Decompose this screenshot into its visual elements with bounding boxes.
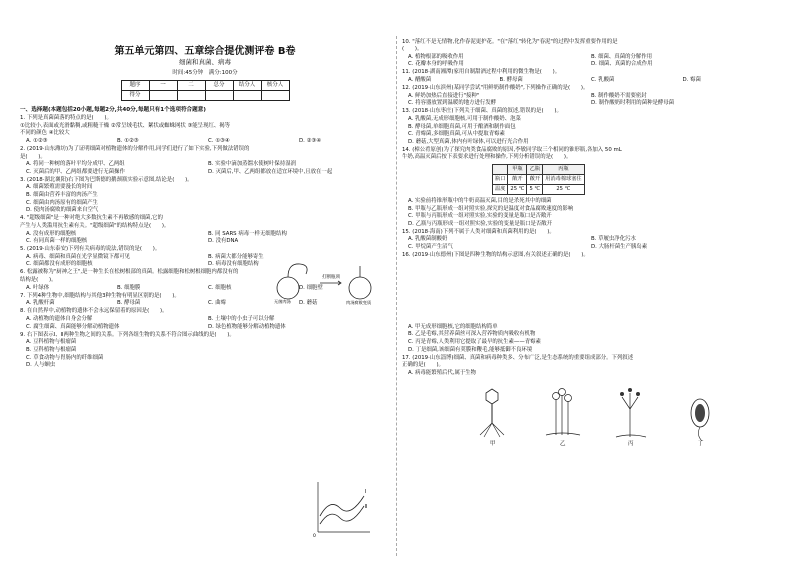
option: D. 乙瓶与丙瓶形成一组对照实验,实验的变量是瓶口是否敞开 <box>408 220 553 227</box>
option: C. 曲霉 <box>208 300 226 307</box>
table-cell: 25 ℃ <box>543 185 584 195</box>
option: A. 细菌繁殖需要漫长的时间 <box>26 184 93 191</box>
question-stem: 4. "超级细菌"是一种对绝大多数抗生素不再敏感的细菌,它的 <box>20 215 163 222</box>
score-cell <box>261 91 289 101</box>
option: A. 叶绿体 <box>26 284 50 291</box>
question <box>20 177 390 215</box>
table-header-cell: 丙瓶 <box>543 165 584 175</box>
option: B. ①②③ <box>117 137 139 144</box>
question <box>20 308 390 331</box>
table-header-cell <box>493 165 508 175</box>
option: D. 蘑菇,大型真菌,体内有叶绿体,可以进行光合作用 <box>408 138 529 145</box>
option: C. ①③④ <box>208 137 230 144</box>
question-text: 结构是( )。 <box>20 277 57 284</box>
question <box>402 355 774 378</box>
pasteur-flask-figure <box>268 258 390 306</box>
option: D. 大肠杆菌生产胰岛素 <box>591 244 648 251</box>
options-row <box>402 100 774 108</box>
question <box>20 215 390 245</box>
options-row <box>20 169 390 177</box>
score-cell: 得分 <box>121 91 149 101</box>
score-cell: 总分 <box>205 81 233 91</box>
question-stem: 3. (2018·湖北襄阳)右下图为巴斯德的鹅颈瓶实验示意图,结论是( )。 <box>20 176 193 183</box>
option: B. 酵母菌 <box>117 300 141 307</box>
question <box>402 39 774 69</box>
question <box>402 229 774 252</box>
option: B. 酵母菌,单细胞真菌,可用于酿酒和制作面包 <box>408 123 516 130</box>
option: B. 酵母菌 <box>499 76 523 83</box>
option: A. 乳酸菌制酸奶 <box>408 236 448 243</box>
option: D. 蘑菇 <box>299 300 318 307</box>
table-cell: 敞开 <box>527 175 543 185</box>
option: A. 动植物的遗体自身会分解 <box>26 316 93 323</box>
question-text: 不同的颜色 ④比较大 <box>20 130 70 137</box>
question-stem: 17. (2019·山东淄博)细菌、真菌和病毒种类多、分布广泛,是生态系统的重要组成部分。下列叙述 <box>402 354 634 361</box>
options-row <box>402 244 774 252</box>
curve-origin: 0 <box>313 534 316 538</box>
question <box>20 115 390 145</box>
option: D. 制作酸奶时利用的菌种是酵母菌 <box>591 100 675 107</box>
option: A. 甲无成形细胞核,它的细胞结构简单 <box>408 323 498 330</box>
options-row <box>20 138 390 146</box>
option: C. 花瓣本身的呼吸作用 <box>408 61 464 68</box>
question-stem: 5. (2019·山东泰安)下列有关病毒的说法,错误的是( )。 <box>20 246 161 253</box>
score-cell <box>177 91 205 101</box>
option: B. 草履虫净化污水 <box>591 236 636 243</box>
option: B. 土壤中的小虫子可以分解 <box>208 316 275 323</box>
page-subtitle: 细菌和真菌、病毒 <box>179 58 231 66</box>
question <box>20 332 390 370</box>
org-label-1: 甲 <box>490 441 496 447</box>
option: A. 乳酸菌,无成形细胞核,可用于制作酸奶、泡菜 <box>408 115 521 122</box>
option: B. 豆科植物与根瘤菌 <box>26 346 77 353</box>
left-column <box>20 0 390 370</box>
flask-caption-1: 无菌肉汤 <box>274 299 291 304</box>
option: C. 将容器放置到温暖的地方进行发酵 <box>408 100 497 107</box>
question <box>402 108 774 146</box>
option: B. 乙是毛霉,其营养菌丝可深入营养物质内吸收有机物 <box>408 331 536 338</box>
curve-label-1: Ⅰ <box>365 489 367 495</box>
options-row <box>20 231 390 239</box>
option: D. 没有DNA <box>208 238 239 245</box>
option: A. 乳酸杆菌 <box>26 300 55 307</box>
option: A. 病毒能繁殖后代,属于生物 <box>408 369 477 376</box>
question-stem: 10. "落红不是无情物,化作春泥更护花。"在"落红"转化为"春泥"的过程中发挥重要作用的是 <box>402 38 618 45</box>
option: C. 灭菌后的甲、乙两组都要进行无菌操作 <box>26 168 125 175</box>
question-text: 牛奶,高温灭菌后按下表要求进行处理和操作,下列分析错误的是( )。 <box>402 154 572 161</box>
question-text: 正确的是( )。 <box>402 362 444 369</box>
option: C. 丙是青霉,人类利用它提取了最早的抗生素——青霉素 <box>408 338 541 345</box>
option: B. 细菌、真菌的分解作用 <box>591 53 653 60</box>
options-row <box>20 238 390 246</box>
column-divider <box>396 36 397 556</box>
table-header-cell: 甲瓶 <box>508 165 527 175</box>
table-cell: 用消毒棉球塞住 <box>543 175 584 185</box>
flask-caption-3: 肉汤腐败变质 <box>346 300 372 305</box>
score-cell: 题序 <box>121 81 149 91</box>
options-row <box>402 77 774 85</box>
option: D. 绿色植物能够分解动植物遗体 <box>208 323 286 330</box>
question-stem: 8. 在自然界中,动植物的遗体不会永远保留着的原因是( )。 <box>20 308 168 315</box>
right-column <box>402 38 774 377</box>
option: A. 病毒、细菌和真菌在光学显微镜下都可见 <box>26 253 131 260</box>
option: B. 细胞膜 <box>117 284 141 291</box>
option: B. 甲瓶与乙瓶形成一组对照实验,探究的是温度对食品腐败速度的影响 <box>408 205 574 212</box>
option: D. 丁是细菌,该细菌有荚膜和鞭毛,能够抵御不良环境 <box>408 346 533 353</box>
question <box>402 85 774 108</box>
question <box>402 252 774 354</box>
section-heading: 一、选择题(本题包括20小题,每题2分,共40分,每题只有1个选项符合题意) <box>20 107 206 113</box>
question-stem: 2. (2019·山东潍坊)为了证明细菌对植物遗体的分解作用,同学们进行了如下实验,下列做法错误的 <box>20 145 250 152</box>
flask-arrow-label: 打断瓶颈 <box>322 275 340 280</box>
option: A. 植物根部的吸收作用 <box>408 53 464 60</box>
question-stem: 6. 松露被称为"厨神之王",是一种生长在松树根部的真菌。松露细胞和松树根细胞内都没有的 <box>20 269 239 276</box>
option: A. 醋酸菌 <box>408 76 432 83</box>
score-table <box>121 80 290 101</box>
table-cell: 瓶口 <box>493 175 508 185</box>
curve-figure <box>312 478 372 538</box>
question-text: 产生与人类滥用抗生素有关。"超级细菌"的结构特点是( )。 <box>20 222 170 229</box>
option: C. 青霉菌,多细胞真菌,可从中提取青霉素 <box>408 131 505 138</box>
left-questions <box>20 115 390 370</box>
option: A. 鲜奶加热后直接进行"接种" <box>408 92 480 99</box>
question-stem: 12. (2019·山东滨州)某同学尝试"用鲜奶制作酸奶",下列操作正确的是( )。 <box>402 85 589 92</box>
question-stem: 7. 下列4种生物中,细胞结构与其他3种生物有明显区别的是( )。 <box>20 292 180 299</box>
option: D. 细菌、真菌的合成作用 <box>591 61 653 68</box>
option: A. 实验前将锥形瓶中的牛奶高温灭菌,目的是杀死其中的细菌 <box>408 198 552 204</box>
org-label-3: 丙 <box>628 441 634 447</box>
option: B. 实验中滴加蒸馏水使树叶保持湿润 <box>208 161 296 168</box>
option: C. 细胞核 <box>208 284 232 291</box>
option: C. 细菌都没有成形的细胞核 <box>26 261 93 268</box>
right-questions <box>402 39 774 378</box>
option: C. 乳酸菌 <box>591 76 615 83</box>
option: C. 草食动物与胃肠内的纤维细菌 <box>26 354 104 361</box>
options-row <box>20 161 390 169</box>
question <box>402 69 774 84</box>
question-text: 是( )。 <box>20 153 46 160</box>
option: B. 细菌由营养丰富的肉汤产生 <box>26 192 98 199</box>
question-stem: 16. (2019·山东德州)下图是四种生物的结构示意图,有关叙述正确的是( )。 <box>402 252 589 259</box>
table-cell: 敞开 <box>508 175 527 185</box>
option: A. 没有成形的细胞核 <box>26 230 77 237</box>
question-stem: 11. (2018·湖南湘潭)家用自制甜酒过程中利用的微生物是( )。 <box>402 69 561 76</box>
score-cell <box>205 91 233 101</box>
option: D. 病毒没有细胞结构 <box>208 261 259 268</box>
table-header-cell: 乙瓶 <box>527 165 543 175</box>
table-cell: 25 ℃ <box>508 185 527 195</box>
organisms-figure <box>470 385 730 447</box>
question-stem: 14. (樟公肴原创)为了探究肉类食品腐败的原因,李敏同学取三个相同的锥形瓶,各加入 50 mL <box>402 146 622 153</box>
question-stem: 1. 下列是真菌菌落的特点的是( )。 <box>20 115 112 122</box>
option: D. 细胞壁 <box>299 284 323 291</box>
option: C. 甲烷菌产生沼气 <box>408 244 453 251</box>
score-cell <box>233 91 261 101</box>
option: D. 灭菌后,甲、乙两组都放在适宜环境中,且放在一起 <box>208 168 333 175</box>
options-row <box>402 61 774 69</box>
option: B. 同 SARS 病毒一样无细胞结构 <box>208 230 287 237</box>
org-label-2: 乙 <box>560 441 566 447</box>
question-stem: 15. (2018·海南)下列不属于人类对细菌和真菌利用的是( )。 <box>402 228 555 235</box>
question <box>20 146 390 176</box>
option: C. 细菌由肉汤原有的细菌产生 <box>26 199 98 206</box>
score-cell: 一 <box>149 81 177 91</box>
option: C. 有同真菌一样的细胞核 <box>26 238 88 245</box>
experiment-table <box>492 164 585 195</box>
option: C. 腐生细菌、真菌能够分解动植物遗体 <box>26 323 120 330</box>
question-text: ①比较小,表面或光滑黏稠,或粗糙干燥 ②常呈绒毛状、絮状或蜘蛛网状 ③能呈现红、褐等 <box>20 122 231 129</box>
option: A. 将同一种树的落叶平均分成甲、乙两组 <box>26 161 125 168</box>
option: C. 甲瓶与丙瓶形成一组对照实验,实验的变量是瓶口是否敞开 <box>408 213 552 220</box>
question-stem: 13. (2018·山东枣庄)下列关于细菌、真菌的叙述,错误的是( )。 <box>402 108 562 115</box>
option: D. 使肉汤腐败的细菌来自空气 <box>26 207 99 214</box>
score-cell: 核分人 <box>261 81 289 91</box>
option: A. 豆科植物与根瘤菌 <box>26 339 77 346</box>
org-label-4: 丁 <box>698 441 704 447</box>
options-row <box>402 236 774 244</box>
options-row <box>20 316 390 324</box>
option: D. ②③④ <box>299 137 322 144</box>
options-row <box>20 324 390 332</box>
question-stem: 9. 右下图表示Ⅰ、Ⅱ两种生物之间的关系。下列各组生物的关系不符合图示曲线的是( )。 <box>20 331 235 338</box>
score-cell: 结分人 <box>233 81 261 91</box>
option: A. ①②③ <box>26 137 48 144</box>
exam-meta: 时间:45分钟 满分:100分 <box>172 70 238 76</box>
page-title: 第五单元第四、五章综合提优测评卷 B卷 <box>114 46 296 57</box>
question <box>402 147 774 229</box>
question-text: ( )。 <box>402 46 423 53</box>
option: D. 霉菌 <box>682 76 701 83</box>
score-cell <box>149 91 177 101</box>
table-cell: 温度 <box>493 185 508 195</box>
option: B. 病菌大都分能够寄生 <box>208 253 264 260</box>
table-cell: 5 ℃ <box>527 185 543 195</box>
score-cell: 二 <box>177 81 205 91</box>
option: B. 制作酸奶不需要密封 <box>591 92 647 99</box>
option: D. 人与蛔虫 <box>26 362 56 369</box>
curve-label-2: Ⅱ <box>365 504 368 510</box>
